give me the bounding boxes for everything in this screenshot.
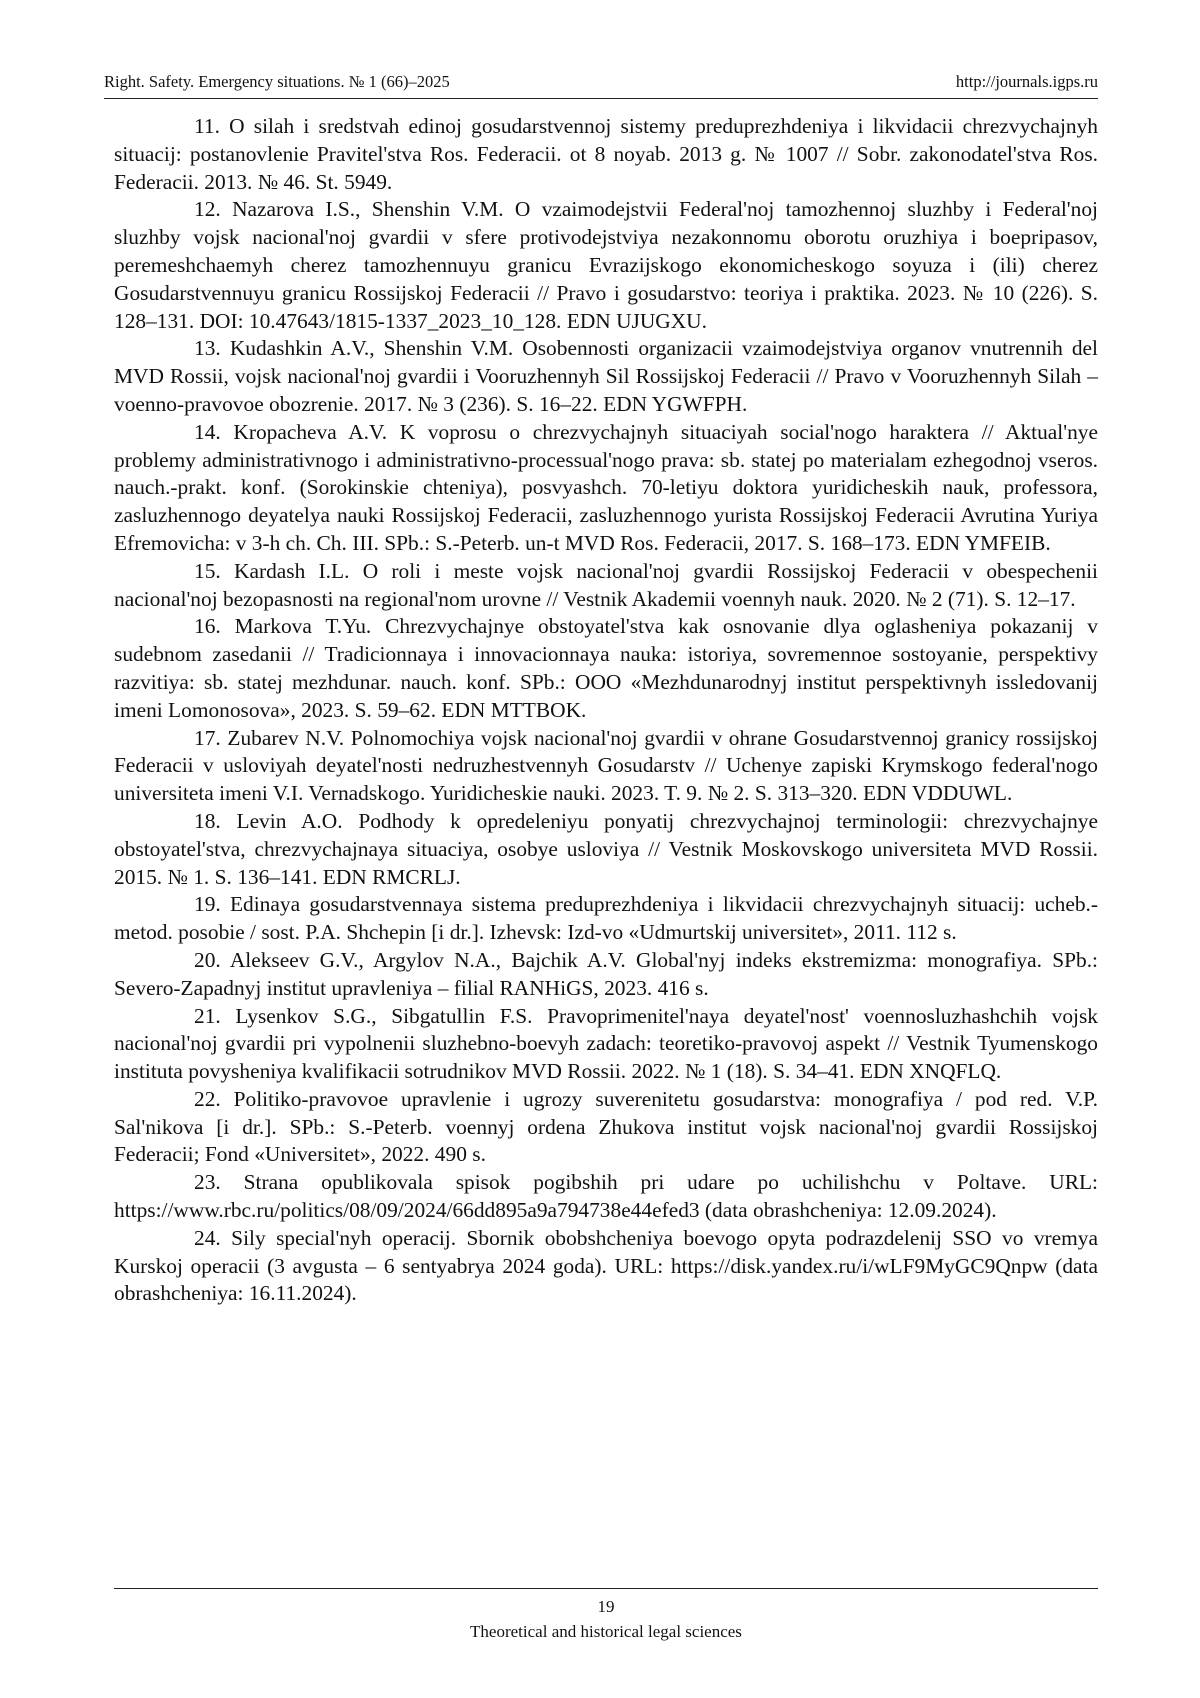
reference-item: 20. Alekseev G.V., Argylov N.A., Bajchik A.V. Global'nyj indeks ekstremizma: monografiya. SPb.: Severo-Zapadnyj institut upravleniya – filial RANHiGS, 2023. 416 s. bbox=[114, 947, 1098, 1000]
reference-item: 19. Edinaya gosudarstvennaya sistema preduprezhdeniya i likvidacii chrezvychajnyh situacij: ucheb.-metod. posobie / sost. P.A. Shchepin [i dr.]. Izhevsk: Izd-vo «Udmurtskij universitet», 2011. 112 s. bbox=[114, 892, 1098, 945]
journal-url[interactable]: http://journals.igps.ru bbox=[955, 72, 1098, 91]
reference-list bbox=[114, 113, 1098, 1308]
reference-item: 11. O silah i sredstvah edinoj gosudarstvennoj sistemy preduprezhdeniya i likvidacii chrezvychajnyh situacij: postanovlenie Pravitel'stva Ros. Federacii. ot 8 noyab. 2013 g. № 1007 // Sobr. zakonodatel'stva Ros. Federacii. 2013. № 46. St. 5949. bbox=[114, 114, 1098, 194]
reference-item: 17. Zubarev N.V. Polnomochiya vojsk nacional'noj gvardii v ohrane Gosudarstvennoj granicy rossijskoj Federacii v usloviyah deyatel'nosti nedruzhestvennyh Gosudarstv // Uchenye zapiski Krymskogo federal'nogo universiteta imeni V.I. Vernadskogo. Yuridicheskie nauki. 2023. T. 9. № 2. S. 313–320. EDN VDDUWL. bbox=[114, 725, 1098, 806]
reference-item: 21. Lysenkov S.G., Sibgatullin F.S. Pravoprimenitel'naya deyatel'nost' voennosluzhashchih vojsk nacional'noj gvardii pri vypolnenii sluzhebno-boevyh zadach: teoretiko-pravovoj aspekt // Vestnik Tyumenskogo instituta povysheniya kvalifikacii sotrudnikov MVD Rossii. 2022. № 1 (18). S. 34–41. EDN XNQFLQ. bbox=[114, 1003, 1098, 1084]
reference-item: 23. Strana opublikovala spisok pogibshih pri udare po uchilishchu v Poltave. URL: https://www.rbc.ru/politics/08/09/2024/66dd895a9a794738e44efed3 (data obrashcheniya: 12.09.2024). bbox=[114, 1170, 1098, 1223]
running-header bbox=[104, 72, 1098, 99]
reference-item: 24. Sily special'nyh operacij. Sbornik obobshcheniya boevogo opyta podrazdelenij SSO vo vremya Kurskoj operacii (3 avgusta – 6 sentyabrya 2024 goda). URL: https://disk.yandex.ru/i/wLF9MyGC9Qnpw (data obrashcheniya: 16.11.2024). bbox=[114, 1225, 1098, 1306]
section-caption: Theoretical and historical legal sciences bbox=[470, 1622, 742, 1641]
journal-title: Right. Safety. Emergency situations. № 1 (66)–2025 bbox=[104, 72, 450, 91]
reference-item: 13. Kudashkin A.V., Shenshin V.M. Osobennosti organizacii vzaimodejstviya organov vnutrennih del MVD Rossii, vojsk nacional'noj gvardii i Vooruzhennyh Sil Rossijskoj Federacii // Pravo v Vooruzhennyh Silah – voenno-pravovoe obozrenie. 2017. № 3 (236). S. 16–22. EDN YGWFPH. bbox=[114, 336, 1098, 416]
page-number: 19 bbox=[597, 1597, 615, 1616]
reference-item: 14. Kropacheva A.V. K voprosu o chrezvychajnyh situaciyah social'nogo haraktera // Aktual'nye problemy administrativnogo i administrativno-processual'nogo prava: sb. statej po materialam ezhegodnoj vseros. nauch.-prakt. konf. (Sorokinskie chteniya), posvyashch. 70-letiyu doktora yuridicheskih nauk, professora, zasluzhennogo deyatelya nauki Rossijskoj Federacii, zasluzhennogo yurista Rossijskoj Federacii Avrutina Yuriya Efremovicha: v 3-h ch. Ch. III. SPb.: S.-Peterb. un-t MVD Ros. Federacii, 2017. S. 168–173. EDN YMFEIB. bbox=[114, 419, 1098, 555]
reference-item: 18. Levin A.O. Podhody k opredeleniyu ponyatij chrezvychajnoj terminologii: chrezvychajnye obstoyatel'stva, chrezvychajnaya situaciya, osobye usloviya // Vestnik Moskovskogo universiteta MVD Rossii. 2015. № 1. S. 136–141. EDN RMCRLJ. bbox=[114, 808, 1098, 889]
footer-divider bbox=[114, 1588, 1098, 1589]
reference-item: 22. Politiko-pravovoe upravlenie i ugrozy suverenitetu gosudarstva: monografiya / pod red. V.P. Sal'nikova [i dr.]. SPb.: S.-Peterb. voennyj ordena Zhukova institut vojsk nacional'noj gvardii Rossijskoj Federacii; Fond «Universitet», 2022. 490 s. bbox=[114, 1086, 1098, 1167]
reference-item: 16. Markova T.Yu. Chrezvychajnye obstoyatel'stva kak osnovanie dlya oglasheniya pokazanij v sudebnom zasedanii // Tradicionnaya i innovacionnaya nauka: istoriya, sovremennoe sostoyanie, perspektivy razvitiya: sb. statej mezhdunar. nauch. konf. SPb.: OOO «Mezhdunarodnyj institut perspektivnyh issledovanij imeni Lomonosova», 2023. S. 59–62. EDN MTTBOK. bbox=[114, 614, 1098, 722]
reference-item: 15. Kardash I.L. O roli i meste vojsk nacional'noj gvardii Rossijskoj Federacii v obespechenii nacional'noj bezopasnosti na regional'nom urovne // Vestnik Akademii voennyh nauk. 2020. № 2 (71). S. 12–17. bbox=[114, 558, 1098, 611]
reference-item: 12. Nazarova I.S., Shenshin V.M. O vzaimodejstvii Federal'noj tamozhennoj sluzhby i Federal'noj sluzhby vojsk nacional'noj gvardii v sfere protivodejstviya nezakonnomu oborotu oruzhiya i boepripasov, peremeshchaemyh cherez tamozhennuyu granicu Evrazijskogo ekonomicheskogo soyuza i (ili) cherez Gosudarstvennuyu granicu Rossijskoj Federacii // Pravo i gosudarstvo: teoriya i praktika. 2023. № 10 (226). S. 128–131. DOI: 10.47643/1815-1337_2023_10_128. EDN UJUGXU. bbox=[114, 197, 1098, 333]
